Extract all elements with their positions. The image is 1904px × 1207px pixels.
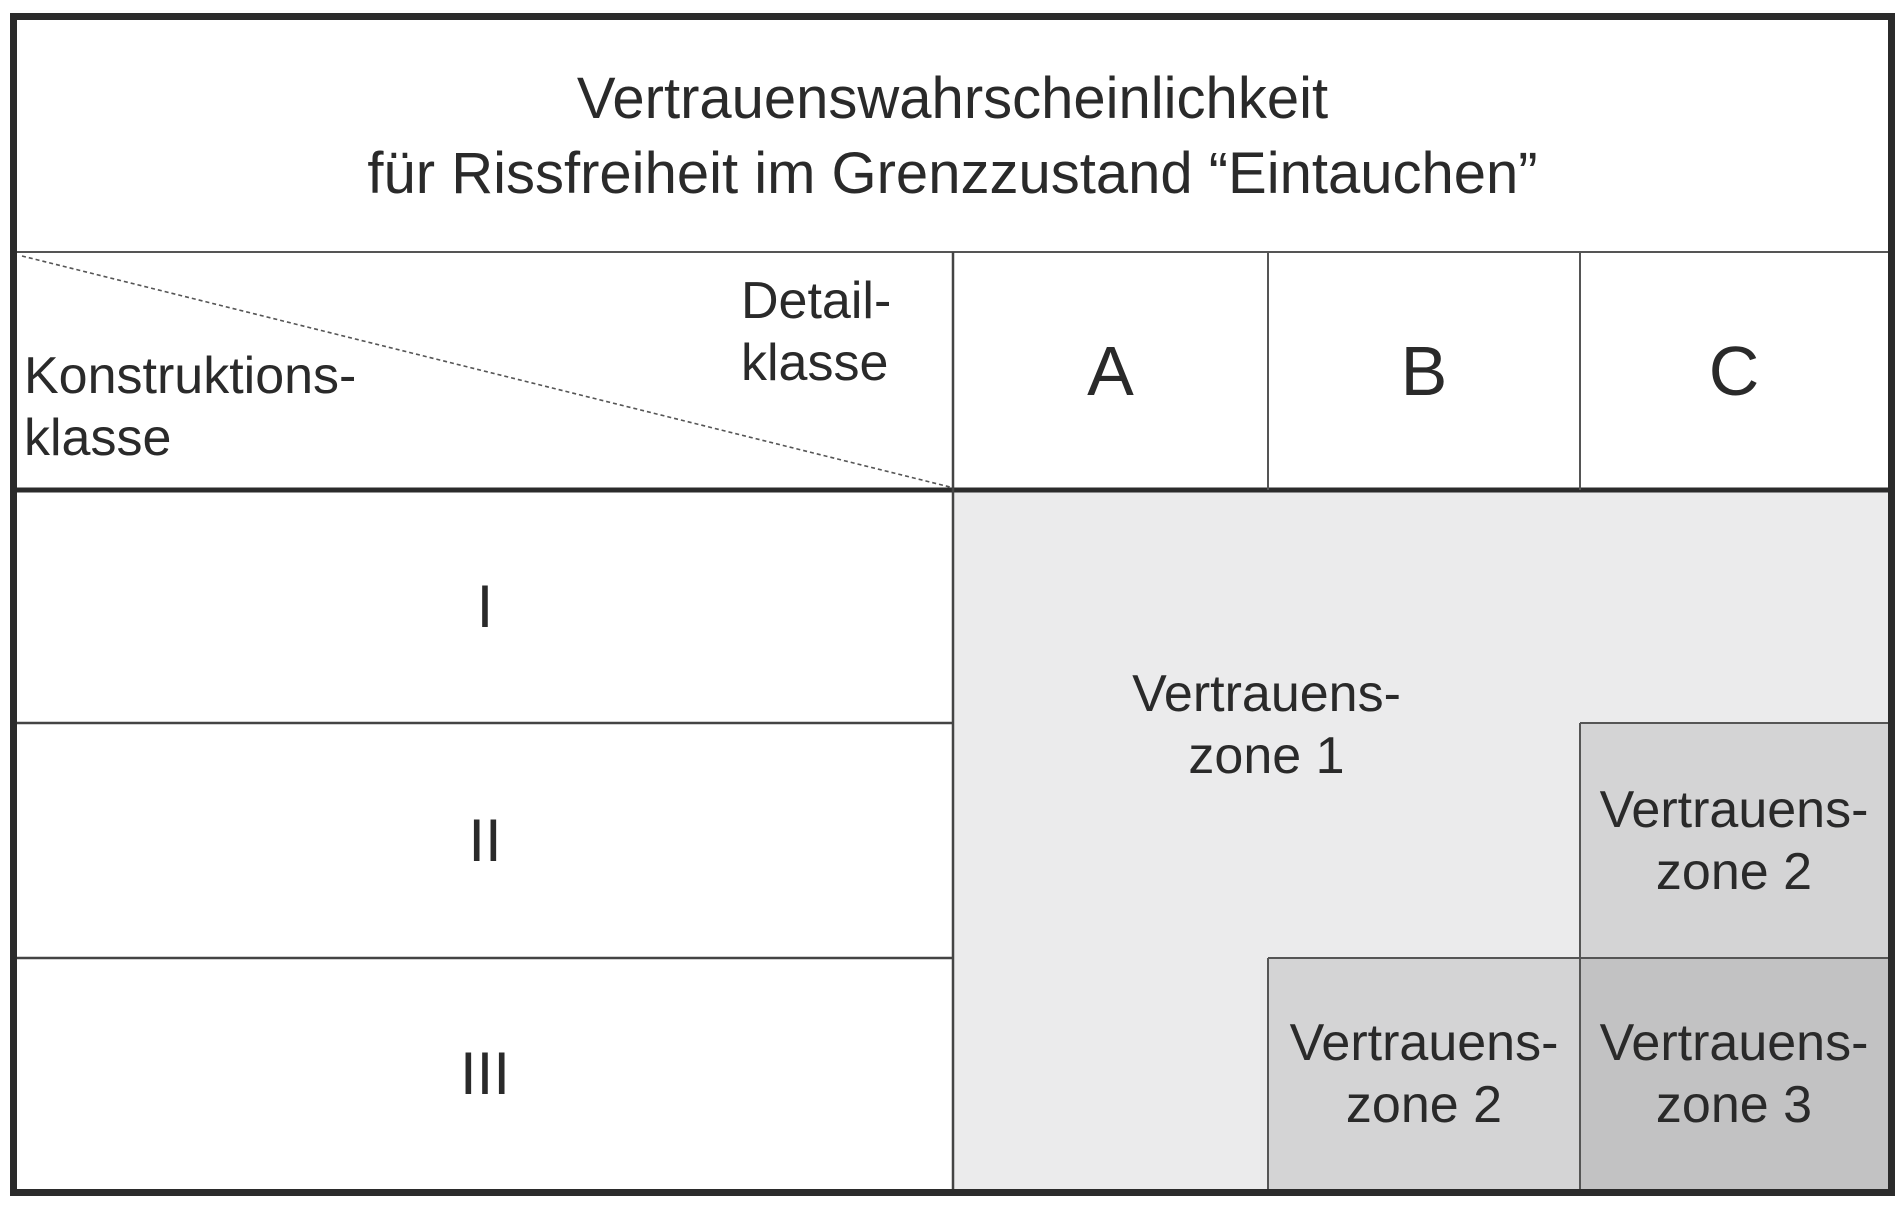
title-line-1: Vertrauenswahrscheinlichkeit [576,66,1329,131]
zone-1-line-2: zone 1 [1188,727,1345,785]
zone-2-b-line-1: Vertrauens- [1289,1013,1559,1072]
construction-class-label [24,345,356,469]
row-header-ii: II [468,807,502,874]
detail-class-line-1: Detail- [741,272,892,330]
row-header-i: I [476,573,494,640]
construction-class-line-1: Konstruktions- [24,347,357,405]
zone-3-line-1: Vertrauens- [1599,1013,1869,1072]
construction-class-line-2: klasse [24,409,172,467]
zone-2-b-label [1268,958,1580,1189]
detail-class-line-2: klasse [741,334,889,392]
zone-2-c-line-1: Vertrauens- [1599,780,1869,839]
column-header-b: B [1400,332,1448,410]
zone-3-label [1580,958,1888,1189]
zone-1-line-1: Vertrauens- [1132,665,1401,723]
column-header-a: A [1087,332,1134,410]
zone-2-c-line-2: zone 2 [1655,842,1813,901]
row-header-iii: III [459,1040,510,1107]
column-header-c: C [1708,332,1760,410]
detail-class-label [741,270,911,394]
zone-2-c-label [1580,723,1888,958]
zone-2-b-line-2: zone 2 [1345,1075,1503,1134]
title-line-2: für Rissfreiheit im Grenzzustand “Eintauchen” [367,141,1538,206]
zone-1-label [953,660,1580,790]
zone-3-line-2: zone 3 [1655,1075,1813,1134]
table-title [17,20,1888,252]
